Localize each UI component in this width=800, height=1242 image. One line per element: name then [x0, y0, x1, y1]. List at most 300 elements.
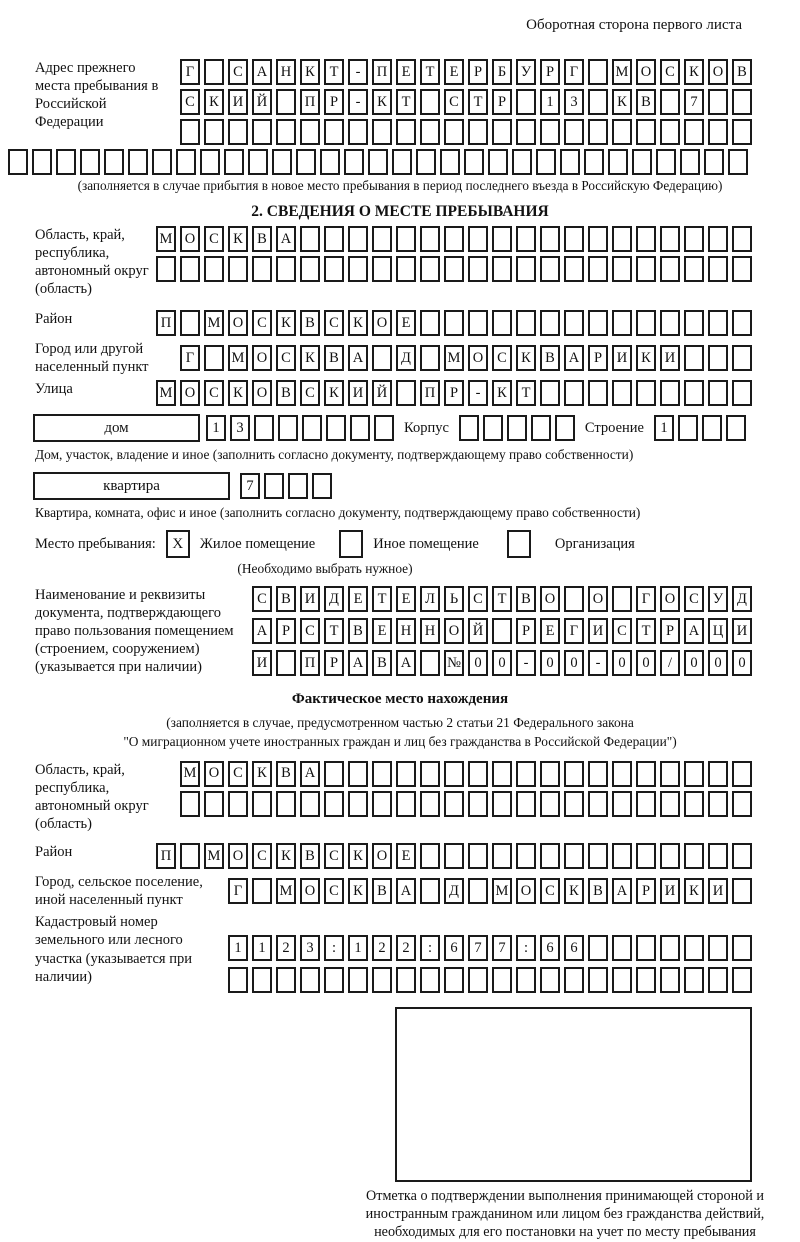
char-box[interactable] [372, 791, 392, 817]
char-box[interactable] [326, 415, 346, 441]
char-box[interactable]: П [300, 650, 320, 676]
char-box[interactable] [732, 89, 752, 115]
char-box[interactable] [396, 256, 416, 282]
char-box[interactable] [708, 256, 728, 282]
char-box[interactable] [180, 843, 200, 869]
char-box[interactable] [444, 310, 464, 336]
char-box[interactable]: / [660, 650, 680, 676]
char-box[interactable]: В [516, 586, 536, 612]
char-box[interactable] [540, 761, 560, 787]
char-box[interactable] [180, 791, 200, 817]
char-box[interactable]: Е [372, 618, 392, 644]
char-box[interactable] [264, 473, 284, 499]
char-box[interactable] [324, 119, 344, 145]
char-box[interactable]: 0 [636, 650, 656, 676]
char-box[interactable] [516, 89, 536, 115]
char-box[interactable] [588, 256, 608, 282]
char-box[interactable]: Д [732, 586, 752, 612]
char-box[interactable]: С [204, 380, 224, 406]
char-box[interactable] [540, 256, 560, 282]
char-box[interactable]: 2 [372, 935, 392, 961]
char-box[interactable] [660, 119, 680, 145]
char-box[interactable] [708, 791, 728, 817]
char-box[interactable]: П [372, 59, 392, 85]
char-box[interactable] [324, 791, 344, 817]
char-box[interactable]: 1 [228, 935, 248, 961]
char-box[interactable]: А [396, 878, 416, 904]
char-box[interactable] [678, 415, 698, 441]
char-box[interactable]: Е [396, 310, 416, 336]
char-box[interactable] [708, 119, 728, 145]
char-box[interactable] [128, 149, 148, 175]
char-box[interactable] [204, 256, 224, 282]
char-box[interactable]: К [204, 89, 224, 115]
char-box[interactable] [492, 761, 512, 787]
char-box[interactable]: А [684, 618, 704, 644]
char-box[interactable]: С [252, 586, 272, 612]
char-box[interactable]: И [660, 345, 680, 371]
char-box[interactable]: К [228, 380, 248, 406]
char-box[interactable] [492, 226, 512, 252]
char-box[interactable]: И [660, 878, 680, 904]
char-box[interactable]: Р [660, 618, 680, 644]
char-box[interactable]: № [444, 650, 464, 676]
char-box[interactable] [420, 310, 440, 336]
char-box[interactable]: С [492, 345, 512, 371]
char-box[interactable]: Т [324, 618, 344, 644]
char-box[interactable]: 6 [540, 935, 560, 961]
char-box[interactable]: Г [564, 618, 584, 644]
char-box[interactable] [636, 119, 656, 145]
char-box[interactable] [276, 89, 296, 115]
char-box[interactable] [704, 149, 724, 175]
char-box[interactable] [732, 345, 752, 371]
char-box[interactable] [300, 119, 320, 145]
char-box[interactable] [468, 761, 488, 787]
char-box[interactable] [588, 843, 608, 869]
char-box[interactable]: К [348, 310, 368, 336]
char-box[interactable]: 7 [468, 935, 488, 961]
char-box[interactable]: С [228, 761, 248, 787]
char-box[interactable]: 7 [684, 89, 704, 115]
char-box[interactable]: Р [636, 878, 656, 904]
char-box[interactable] [300, 967, 320, 993]
char-box[interactable]: И [300, 586, 320, 612]
char-box[interactable] [660, 967, 680, 993]
char-box[interactable]: Р [468, 59, 488, 85]
char-box[interactable]: К [684, 59, 704, 85]
char-box[interactable] [540, 380, 560, 406]
char-box[interactable] [516, 310, 536, 336]
char-box[interactable] [708, 967, 728, 993]
char-box[interactable]: О [444, 618, 464, 644]
char-box[interactable] [564, 791, 584, 817]
char-box[interactable] [636, 935, 656, 961]
char-box[interactable] [228, 967, 248, 993]
char-box[interactable]: М [228, 345, 248, 371]
char-box[interactable]: О [228, 843, 248, 869]
char-box[interactable] [612, 791, 632, 817]
char-box[interactable]: 1 [654, 415, 674, 441]
char-box[interactable] [468, 843, 488, 869]
char-box[interactable] [80, 149, 100, 175]
char-box[interactable] [636, 967, 656, 993]
char-box[interactable] [660, 380, 680, 406]
char-box[interactable]: Н [396, 618, 416, 644]
char-box[interactable]: 2 [396, 935, 416, 961]
char-box[interactable]: Н [420, 618, 440, 644]
char-box[interactable]: С [324, 843, 344, 869]
char-box[interactable] [152, 149, 172, 175]
char-box[interactable]: А [348, 345, 368, 371]
char-box[interactable]: Р [492, 89, 512, 115]
char-box[interactable]: Ц [708, 618, 728, 644]
char-box[interactable]: В [252, 226, 272, 252]
char-box[interactable] [612, 380, 632, 406]
char-box[interactable]: И [708, 878, 728, 904]
char-box[interactable]: - [588, 650, 608, 676]
char-box[interactable] [588, 89, 608, 115]
char-box[interactable] [564, 226, 584, 252]
char-box[interactable] [660, 226, 680, 252]
char-box[interactable] [516, 843, 536, 869]
char-box[interactable]: К [324, 380, 344, 406]
char-box[interactable] [608, 149, 628, 175]
char-box[interactable]: О [468, 345, 488, 371]
char-box[interactable] [254, 415, 274, 441]
char-box[interactable] [420, 119, 440, 145]
char-box[interactable]: А [396, 650, 416, 676]
char-box[interactable] [612, 256, 632, 282]
char-box[interactable] [444, 119, 464, 145]
char-box[interactable] [612, 119, 632, 145]
char-box[interactable]: М [612, 59, 632, 85]
char-box[interactable]: Е [348, 586, 368, 612]
char-box[interactable]: С [252, 843, 272, 869]
char-box[interactable]: В [588, 878, 608, 904]
char-box[interactable] [636, 843, 656, 869]
char-box[interactable] [396, 967, 416, 993]
char-box[interactable] [732, 761, 752, 787]
char-box[interactable]: 0 [684, 650, 704, 676]
char-box[interactable] [612, 310, 632, 336]
char-box[interactable] [540, 967, 560, 993]
char-box[interactable]: Н [276, 59, 296, 85]
char-box[interactable] [516, 256, 536, 282]
char-box[interactable]: О [372, 310, 392, 336]
char-box[interactable]: К [564, 878, 584, 904]
char-box[interactable]: - [516, 650, 536, 676]
char-box[interactable] [444, 761, 464, 787]
char-box[interactable]: М [156, 380, 176, 406]
char-box[interactable]: И [612, 345, 632, 371]
char-box[interactable]: Г [228, 878, 248, 904]
char-box[interactable] [204, 59, 224, 85]
char-box[interactable] [348, 791, 368, 817]
char-box[interactable]: М [156, 226, 176, 252]
char-box[interactable] [660, 256, 680, 282]
char-box[interactable] [660, 935, 680, 961]
char-box[interactable] [444, 843, 464, 869]
char-box[interactable]: Р [540, 59, 560, 85]
char-box[interactable]: Г [180, 59, 200, 85]
char-box[interactable]: П [156, 843, 176, 869]
char-box[interactable]: Й [468, 618, 488, 644]
char-box[interactable] [444, 967, 464, 993]
char-box[interactable] [660, 761, 680, 787]
char-box[interactable] [392, 149, 412, 175]
char-box[interactable]: А [300, 761, 320, 787]
char-box[interactable] [540, 310, 560, 336]
char-box[interactable] [564, 586, 584, 612]
char-box[interactable]: К [684, 878, 704, 904]
char-box[interactable]: М [204, 843, 224, 869]
char-box[interactable]: 0 [468, 650, 488, 676]
char-box[interactable] [248, 149, 268, 175]
char-box[interactable] [468, 119, 488, 145]
char-box[interactable] [374, 415, 394, 441]
char-box[interactable] [636, 226, 656, 252]
char-box[interactable]: А [348, 650, 368, 676]
char-box[interactable] [732, 226, 752, 252]
char-box[interactable] [612, 226, 632, 252]
char-box[interactable] [300, 791, 320, 817]
char-box[interactable] [588, 380, 608, 406]
char-box[interactable] [732, 380, 752, 406]
char-box[interactable]: - [348, 89, 368, 115]
char-box[interactable] [468, 791, 488, 817]
char-box[interactable] [516, 226, 536, 252]
char-box[interactable] [420, 761, 440, 787]
char-box[interactable] [348, 119, 368, 145]
char-box[interactable] [708, 843, 728, 869]
char-box[interactable] [396, 119, 416, 145]
char-box[interactable] [732, 256, 752, 282]
char-box[interactable] [320, 149, 340, 175]
char-box[interactable]: К [348, 843, 368, 869]
char-box[interactable]: - [348, 59, 368, 85]
char-box[interactable] [276, 119, 296, 145]
char-box[interactable]: 1 [348, 935, 368, 961]
char-box[interactable]: Л [420, 586, 440, 612]
char-box[interactable]: В [276, 761, 296, 787]
char-box[interactable] [612, 935, 632, 961]
char-box[interactable]: Т [396, 89, 416, 115]
char-box[interactable] [420, 967, 440, 993]
char-box[interactable] [684, 380, 704, 406]
char-box[interactable] [588, 59, 608, 85]
char-box[interactable]: 7 [240, 473, 260, 499]
char-box[interactable] [348, 226, 368, 252]
char-box[interactable] [612, 586, 632, 612]
char-box[interactable] [372, 761, 392, 787]
char-box[interactable] [272, 149, 292, 175]
char-box[interactable]: Т [372, 586, 392, 612]
char-box[interactable] [204, 791, 224, 817]
char-box[interactable]: Т [324, 59, 344, 85]
char-box[interactable] [732, 878, 752, 904]
char-box[interactable] [492, 843, 512, 869]
char-box[interactable] [492, 310, 512, 336]
char-box[interactable] [372, 967, 392, 993]
char-box[interactable] [564, 256, 584, 282]
char-box[interactable] [344, 149, 364, 175]
char-box[interactable] [726, 415, 746, 441]
char-box[interactable]: Б [492, 59, 512, 85]
char-box[interactable] [588, 791, 608, 817]
char-box[interactable] [468, 256, 488, 282]
char-box[interactable] [288, 473, 308, 499]
char-box[interactable]: К [348, 878, 368, 904]
char-box[interactable] [564, 119, 584, 145]
char-box[interactable] [684, 310, 704, 336]
char-box[interactable] [531, 415, 551, 441]
char-box[interactable]: 0 [612, 650, 632, 676]
char-box[interactable] [702, 415, 722, 441]
char-box[interactable]: К [300, 345, 320, 371]
char-box[interactable]: О [204, 761, 224, 787]
char-box[interactable] [588, 935, 608, 961]
char-box[interactable]: В [276, 586, 296, 612]
char-box[interactable]: У [516, 59, 536, 85]
char-box[interactable] [660, 791, 680, 817]
char-box[interactable] [228, 119, 248, 145]
char-box[interactable]: Е [396, 843, 416, 869]
char-box[interactable] [684, 843, 704, 869]
char-box[interactable]: С [180, 89, 200, 115]
char-box[interactable] [200, 149, 220, 175]
char-box[interactable] [420, 843, 440, 869]
char-box[interactable]: С [468, 586, 488, 612]
char-box[interactable] [684, 935, 704, 961]
char-box[interactable] [396, 791, 416, 817]
char-box[interactable] [612, 761, 632, 787]
char-box[interactable]: С [204, 226, 224, 252]
char-box[interactable]: М [492, 878, 512, 904]
char-box[interactable]: С [660, 59, 680, 85]
char-box[interactable] [444, 791, 464, 817]
char-box[interactable] [684, 791, 704, 817]
char-box[interactable] [584, 149, 604, 175]
char-box[interactable] [564, 380, 584, 406]
char-box[interactable] [540, 843, 560, 869]
char-box[interactable] [468, 878, 488, 904]
char-box[interactable] [708, 345, 728, 371]
char-box[interactable]: О [588, 586, 608, 612]
char-box[interactable] [302, 415, 322, 441]
char-box[interactable] [564, 310, 584, 336]
char-box[interactable] [492, 618, 512, 644]
char-box[interactable] [612, 967, 632, 993]
char-box[interactable]: С [324, 310, 344, 336]
char-box[interactable] [444, 226, 464, 252]
house-type-box[interactable]: дом [33, 414, 200, 442]
char-box[interactable]: У [708, 586, 728, 612]
char-box[interactable]: С [300, 380, 320, 406]
char-box[interactable]: М [276, 878, 296, 904]
char-box[interactable] [516, 791, 536, 817]
char-box[interactable] [555, 415, 575, 441]
char-box[interactable]: 1 [252, 935, 272, 961]
char-box[interactable] [680, 149, 700, 175]
char-box[interactable]: : [420, 935, 440, 961]
char-box[interactable] [276, 967, 296, 993]
char-box[interactable] [516, 761, 536, 787]
char-box[interactable]: В [300, 843, 320, 869]
char-box[interactable] [350, 415, 370, 441]
char-box[interactable]: - [468, 380, 488, 406]
char-box[interactable] [588, 761, 608, 787]
char-box[interactable] [296, 149, 316, 175]
char-box[interactable] [204, 345, 224, 371]
char-box[interactable] [492, 791, 512, 817]
char-box[interactable] [708, 226, 728, 252]
char-box[interactable] [516, 119, 536, 145]
char-box[interactable] [228, 256, 248, 282]
char-box[interactable] [636, 380, 656, 406]
char-box[interactable] [468, 226, 488, 252]
char-box[interactable] [483, 415, 503, 441]
char-box[interactable] [732, 935, 752, 961]
char-box[interactable] [588, 226, 608, 252]
stay-type-checkbox-residential[interactable]: X [166, 530, 190, 558]
char-box[interactable]: А [252, 618, 272, 644]
char-box[interactable] [684, 761, 704, 787]
char-box[interactable]: А [564, 345, 584, 371]
char-box[interactable]: Д [396, 345, 416, 371]
char-box[interactable]: И [348, 380, 368, 406]
char-box[interactable]: С [276, 345, 296, 371]
char-box[interactable]: 1 [540, 89, 560, 115]
char-box[interactable]: 3 [564, 89, 584, 115]
char-box[interactable] [516, 967, 536, 993]
char-box[interactable] [252, 791, 272, 817]
char-box[interactable] [732, 791, 752, 817]
char-box[interactable] [507, 415, 527, 441]
char-box[interactable]: М [180, 761, 200, 787]
char-box[interactable] [632, 149, 652, 175]
char-box[interactable] [459, 415, 479, 441]
char-box[interactable]: С [252, 310, 272, 336]
char-box[interactable]: В [276, 380, 296, 406]
char-box[interactable]: Е [540, 618, 560, 644]
char-box[interactable]: Т [516, 380, 536, 406]
char-box[interactable]: 0 [540, 650, 560, 676]
char-box[interactable] [560, 149, 580, 175]
char-box[interactable] [420, 256, 440, 282]
char-box[interactable] [156, 256, 176, 282]
char-box[interactable] [276, 791, 296, 817]
char-box[interactable]: 3 [230, 415, 250, 441]
char-box[interactable] [368, 149, 388, 175]
char-box[interactable]: К [252, 761, 272, 787]
char-box[interactable]: К [636, 345, 656, 371]
char-box[interactable]: Й [252, 89, 272, 115]
char-box[interactable] [276, 650, 296, 676]
char-box[interactable]: С [540, 878, 560, 904]
char-box[interactable]: И [588, 618, 608, 644]
char-box[interactable] [564, 843, 584, 869]
char-box[interactable]: Д [444, 878, 464, 904]
char-box[interactable]: С [324, 878, 344, 904]
char-box[interactable]: И [252, 650, 272, 676]
char-box[interactable]: О [252, 380, 272, 406]
char-box[interactable] [440, 149, 460, 175]
char-box[interactable] [732, 843, 752, 869]
char-box[interactable]: С [300, 618, 320, 644]
stay-type-checkbox-other[interactable] [339, 530, 363, 558]
char-box[interactable] [660, 89, 680, 115]
